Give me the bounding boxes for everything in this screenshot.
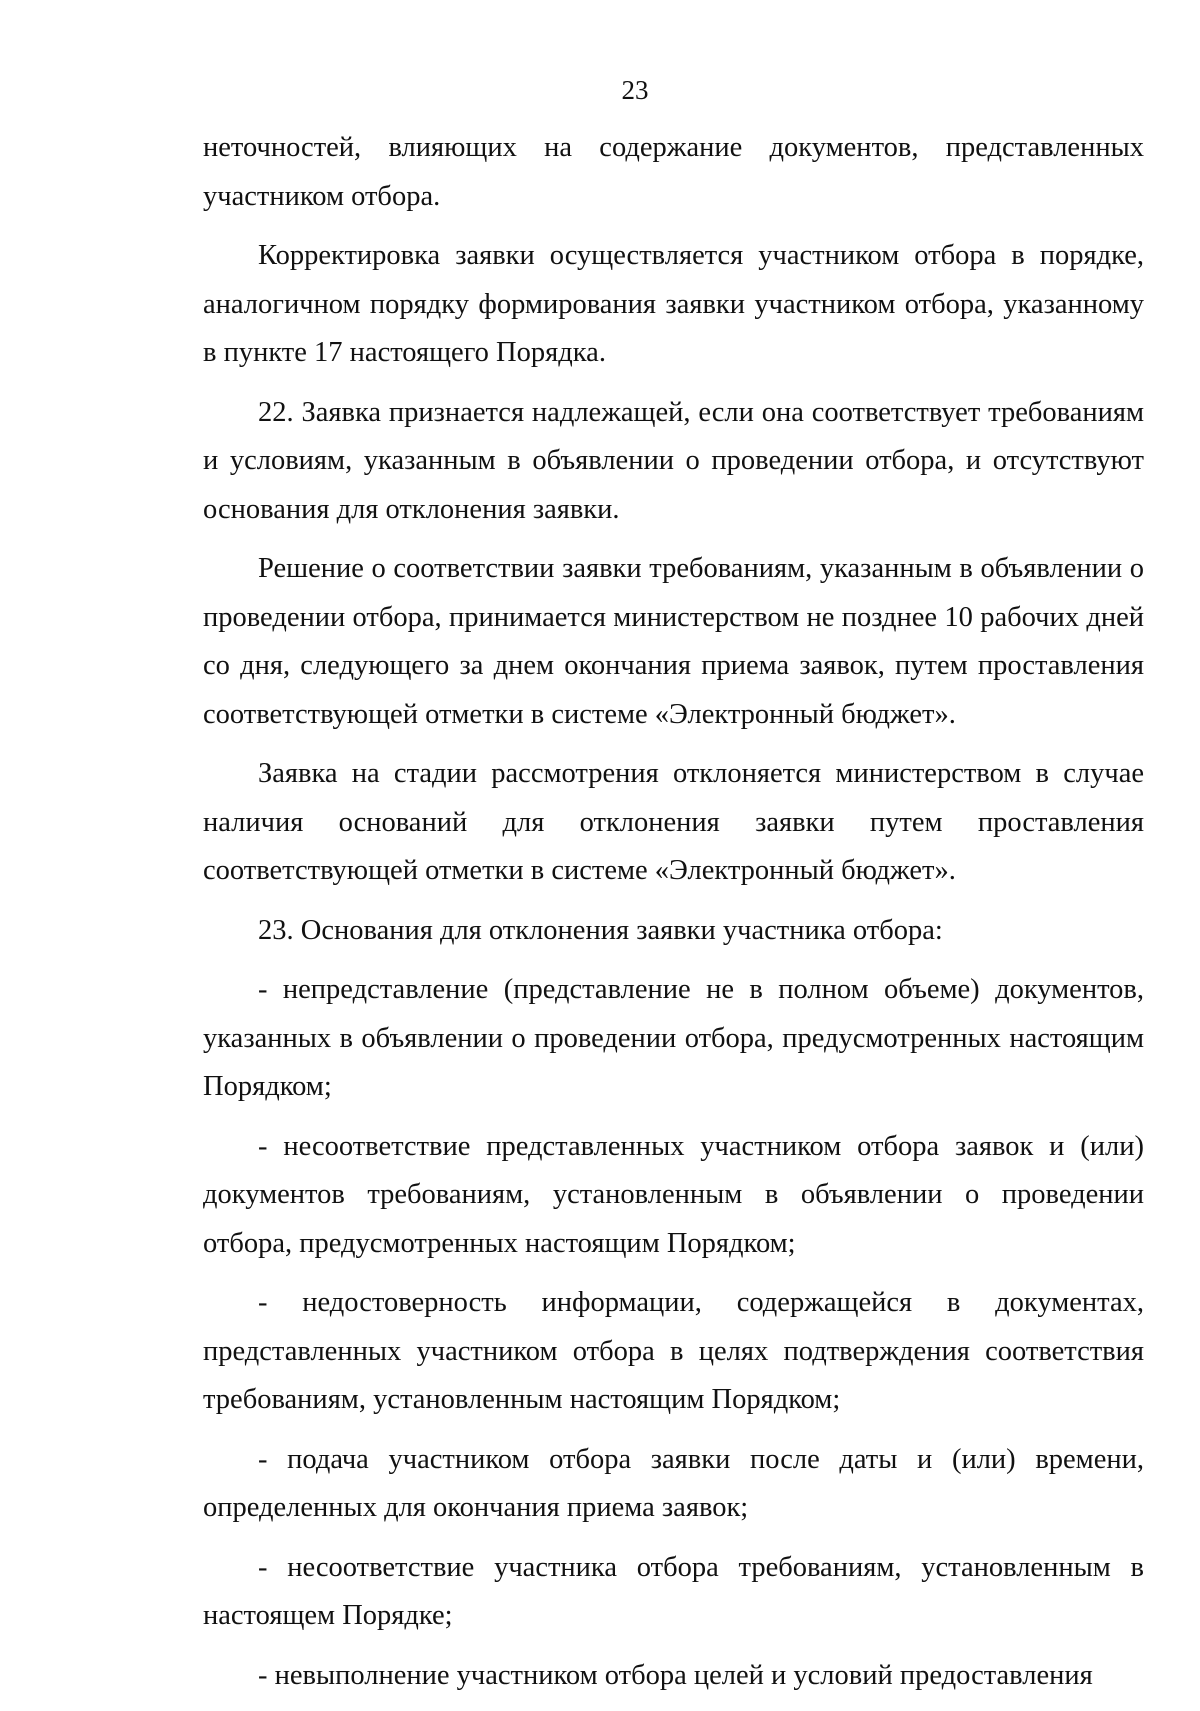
paragraph-continuation: неточностей, влияющих на содержание документов, представленных участником отбора. <box>203 132 1144 212</box>
list-item: - недостоверность информации, содержащейся в документах, представленных участником отбора в целях подтверждения соответствия требованиям, установленным настоящим Порядком; <box>203 1287 1144 1415</box>
document-body <box>203 124 1144 1711</box>
list-item: - невыполнение участником отбора целей и условий предоставления <box>258 1659 1093 1691</box>
list-item: - непредставление (представление не в полном объеме) документов, указанных в объявлении о проведении отбора, предусмотренных настоящим Порядком; <box>203 974 1144 1102</box>
list-item: - подача участником отбора заявки после даты и (или) времени, определенных для окончания приема заявок; <box>203 1443 1144 1523</box>
list-item: - несоответствие представленных участником отбора заявок и (или) документов требованиям, установленным в объявлении о проведении отбора, предусмотренных настоящим Порядком; <box>203 1130 1144 1259</box>
paragraph-decision: Решение о соответствии заявки требованиям, указанным в объявлении о проведении отбора, принимается министерством не позднее 10 рабочих дней со дня, следующего за днем окончания приема заявок, путем проставления соответствующей отметки в системе «Электронный бюджет». <box>203 553 1144 730</box>
paragraph-clause-23: 23. Основания для отклонения заявки участника отбора: <box>258 914 943 946</box>
paragraph-rejection: Заявка на стадии рассмотрения отклоняется министерством в случае наличия оснований для отклонения заявки путем проставления соответствующей отметки в системе «Электронный бюджет». <box>203 758 1144 886</box>
page-number: 23 <box>621 75 649 105</box>
paragraph-correction: Корректировка заявки осуществляется участником отбора в порядке, аналогичном порядку формирования заявки участником отбора, указанному в пункте 17 настоящего Порядка. <box>203 240 1144 368</box>
list-item: - несоответствие участника отбора требованиям, установленным в настоящем Порядке; <box>203 1551 1144 1631</box>
paragraph-clause-22: 22. Заявка признается надлежащей, если она соответствует требованиям и условиям, указанным в объявлении о проведении отбора, и отсутствуют основания для отклонения заявки. <box>203 396 1144 525</box>
